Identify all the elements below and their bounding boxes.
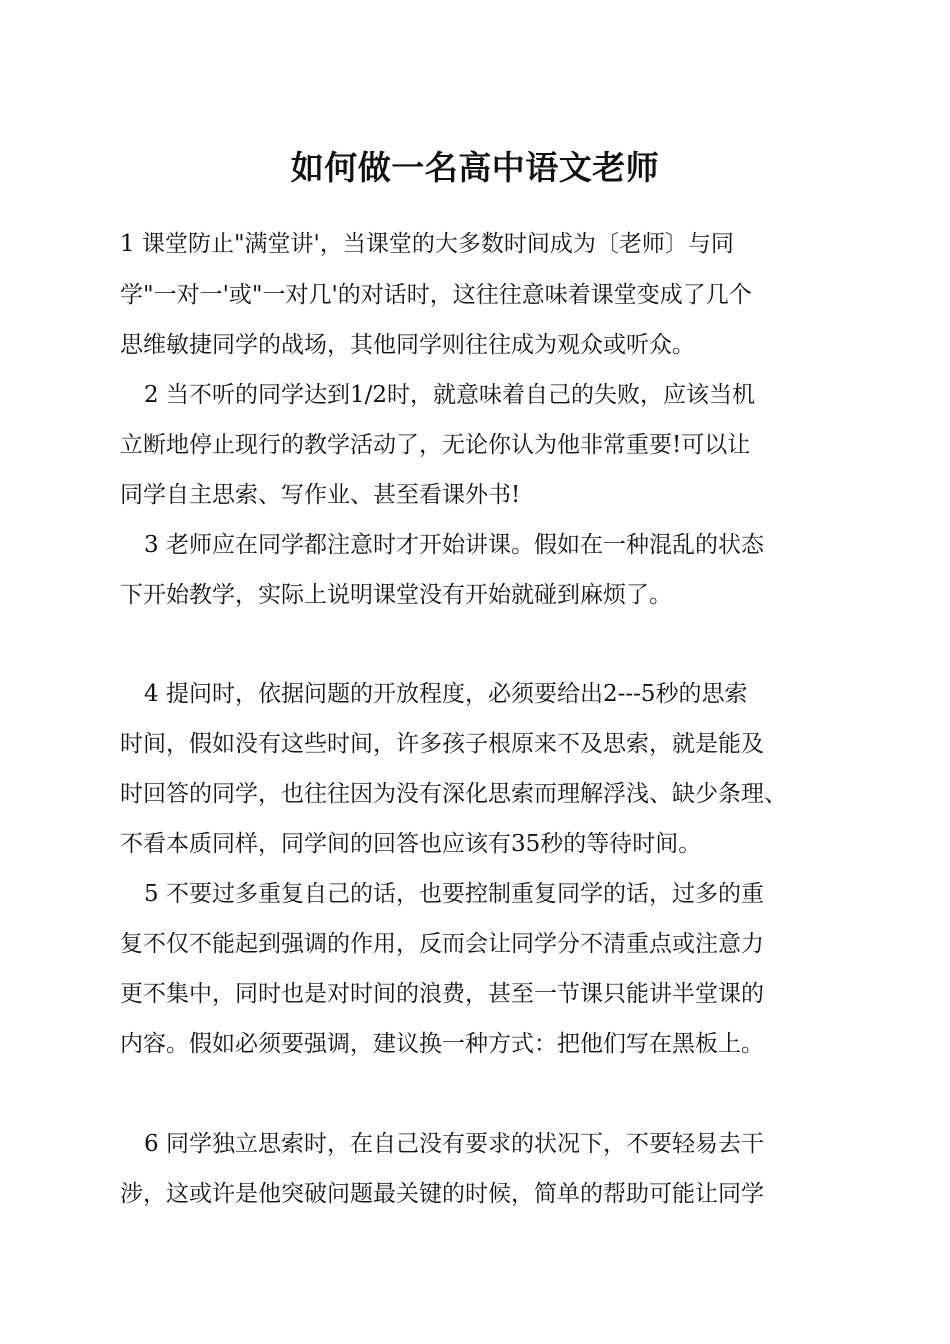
- text-line: 不看本质同样，同学间的回答也应该有35秒的等待时间。: [120, 831, 702, 857]
- text-line: 更不集中，同时也是对时间的浪费，甚至一节课只能讲半堂课的: [120, 981, 764, 1007]
- text-line: 同学自主思索、写作业、甚至看课外书!: [120, 482, 521, 508]
- text-line: 下开始教学，实际上说明课堂没有开始就碰到麻烦了。: [120, 582, 672, 608]
- text-line: 1 课堂防止"满堂讲'，当课堂的大多数时间成为〔老师〕与同: [120, 231, 734, 257]
- text-line: 3 老师应在同学都注意时才开始讲课。假如在一种混乱的状态: [144, 532, 764, 558]
- text-line: 6 同学独立思索时，在自己没有要求的状况下，不要轻易去干: [144, 1131, 764, 1157]
- document-title: 如何做一名高中语文老师: [290, 148, 660, 187]
- text-line: 4 提问时，依据问题的开放程度，必须要给出2---5秒的思索: [144, 681, 748, 707]
- text-line: 立断地停止现行的教学活动了，无论你认为他非常重要!可以让: [120, 432, 751, 458]
- text-line: 学"一对一'或"一对几'的对话时，这往往意味着课堂变成了几个: [120, 282, 752, 308]
- text-line: 5 不要过多重复自己的话，也要控制重复同学的话，过多的重: [144, 881, 764, 907]
- text-line: 时间，假如没有这些时间，许多孩子根原来不及思索，就是能及: [120, 731, 764, 757]
- text-line: 2 当不听的同学达到1/2时，就意味着自己的失败，应该当机: [144, 382, 755, 408]
- text-line: 时回答的同学，也往往因为没有深化思索而理解浮浅、缺少条理、: [120, 781, 787, 807]
- text-line: 内容。假如必须要强调，建议换一种方式：把他们写在黑板上。: [120, 1031, 764, 1057]
- text-line: 涉，这或许是他突破问题最关键的时候，简单的帮助可能让同学: [120, 1181, 764, 1207]
- text-line: 思维敏捷同学的战场，其他同学则往往成为观众或听众。: [120, 332, 695, 358]
- text-line: 复不仅不能起到强调的作用，反而会让同学分不清重点或注意力: [120, 931, 764, 957]
